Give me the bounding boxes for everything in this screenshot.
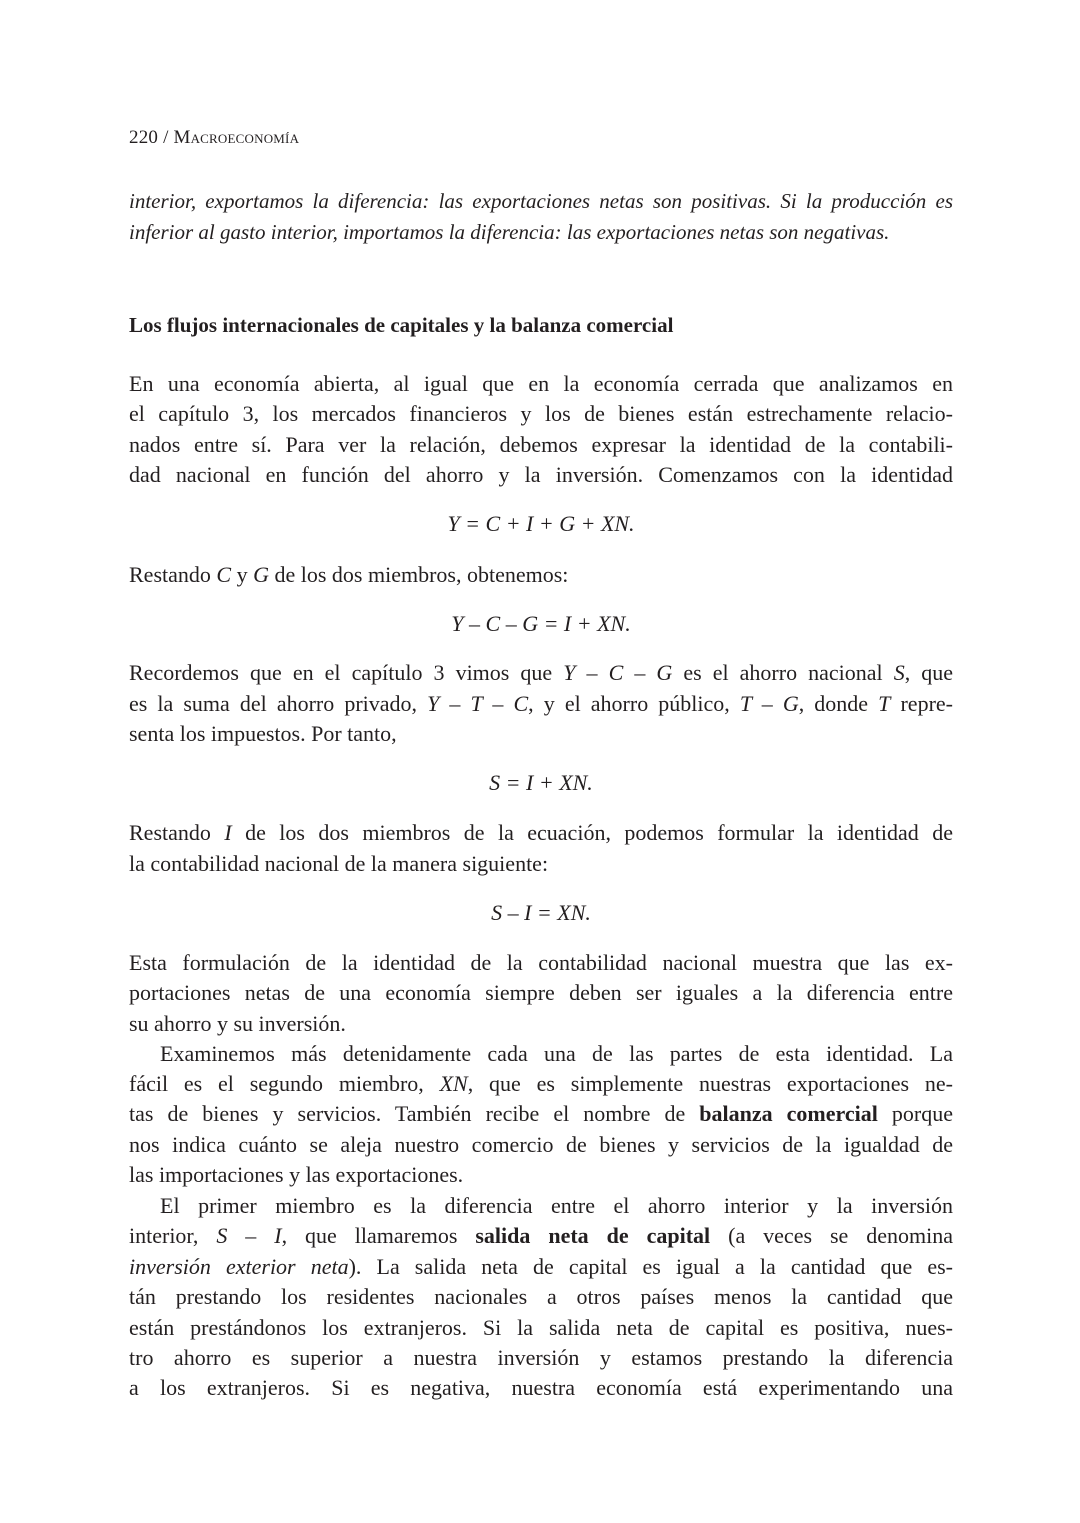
paragraph-line: portaciones netas de una economía siempre deben ser iguales a la diferencia entre: [129, 980, 953, 1005]
key-term: salida neta de capital: [475, 1223, 711, 1248]
expression: T – G: [739, 691, 799, 716]
text: , donde: [798, 691, 879, 716]
text: es el ahorro nacional: [672, 660, 894, 685]
text: y: [231, 562, 254, 587]
paragraph-line: [129, 1221, 953, 1251]
variable: S: [893, 660, 905, 685]
paragraph-line: su ahorro y su inversión.: [129, 1011, 346, 1036]
text: repre-: [890, 691, 953, 716]
paragraph-line: [129, 1099, 953, 1129]
equation-net-exports: S – I = XN.: [491, 900, 591, 925]
expression: Y – T – C: [427, 691, 529, 716]
variable: C: [216, 562, 232, 587]
expression: S – I: [216, 1223, 282, 1248]
text: , que llamaremos: [281, 1223, 476, 1248]
paragraph-line: nados entre sí. Para ver la relación, debemos expresar la identidad de la contabili-: [129, 432, 953, 457]
paragraph-line: dad nacional en función del ahorro y la inversión. Comenzamos con la identidad: [129, 462, 953, 487]
text: Restando: [129, 562, 217, 587]
key-term: balanza comercial: [699, 1101, 878, 1126]
text: (a veces se denomina: [710, 1223, 954, 1248]
text: , que es simplemente nuestras exportaciones ne-: [467, 1071, 953, 1096]
text: Recordemos que en el capítulo 3 vimos que: [129, 660, 564, 685]
text: es la suma del ahorro privado,: [129, 691, 428, 716]
equation-subtract-c-g: Y – C – G = I + XN.: [451, 611, 631, 636]
paragraph-line: [129, 818, 953, 848]
text: fácil es el segundo miembro,: [129, 1071, 440, 1096]
expression: Y – C – G: [563, 660, 673, 685]
paragraph-line: senta los impuestos. Por tanto,: [129, 721, 397, 746]
text: , y el ahorro público,: [528, 691, 740, 716]
text: interior,: [129, 1223, 217, 1248]
paragraph-line: tán prestando los residentes nacionales a otros países menos la cantidad que: [129, 1284, 953, 1309]
equation-national-income: Y = C + I + G + XN.: [447, 511, 635, 536]
paragraph-line: [129, 1252, 953, 1282]
paragraph-line: [129, 1069, 953, 1099]
intro-line: interior, exportamos la diferencia: las exportaciones netas son positivas. Si la producción es: [129, 189, 953, 213]
italic-term: inversión exterior neta: [129, 1254, 349, 1279]
paragraph-line: tro ahorro es superior a nuestra inversión y estamos prestando la diferencia: [129, 1345, 953, 1370]
intro-line: inferior al gasto interior, importamos la diferencia: las exportaciones netas son negativas.: [129, 220, 890, 244]
equation-savings: S = I + XN.: [489, 770, 593, 795]
variable: T: [878, 691, 891, 716]
text: Restando: [129, 820, 225, 845]
text: de los dos miembros, obtenemos:: [268, 562, 569, 587]
paragraph-line: [129, 560, 953, 590]
text: porque: [877, 1101, 953, 1126]
text: de los dos miembros de la ecuación, podemos formular la identidad de: [231, 820, 953, 845]
text: tas de bienes y servicios. También recibe el nombre de: [129, 1101, 700, 1126]
variable: XN: [439, 1071, 468, 1096]
running-head: [129, 127, 299, 149]
paragraph-line: En una economía abierta, al igual que en la economía cerrada que analizamos en: [129, 371, 953, 396]
paragraph-line: a los extranjeros. Si es negativa, nuestra economía está experimentando una: [129, 1375, 953, 1400]
paragraph-line: [129, 689, 953, 719]
paragraph-line: están prestándonos los extranjeros. Si la salida neta de capital es positiva, nues-: [129, 1315, 953, 1340]
variable: G: [253, 562, 269, 587]
header-separator: /: [163, 127, 169, 148]
paragraph-line: Examinemos más detenidamente cada una de las partes de esta identidad. La: [160, 1041, 953, 1066]
paragraph-line: las importaciones y las exportaciones.: [129, 1162, 464, 1187]
paragraph-line: [129, 658, 953, 688]
page-number: 220: [129, 127, 159, 148]
paragraph-line: la contabilidad nacional de la manera siguiente:: [129, 851, 549, 876]
paragraph-line: el capítulo 3, los mercados financieros y los de bienes están estrechamente relacio-: [129, 401, 953, 426]
text: ). La salida neta de capital es igual a la cantidad que es-: [348, 1254, 953, 1279]
paragraph-line: El primer miembro es la diferencia entre el ahorro interior y la inversión: [160, 1193, 953, 1218]
paragraph-line: nos indica cuánto se aleja nuestro comercio de bienes y servicios de la igualdad de: [129, 1132, 953, 1157]
variable: I: [224, 820, 232, 845]
section-heading: Los flujos internacionales de capitales y la balanza comercial: [129, 313, 674, 337]
paragraph-line: Esta formulación de la identidad de la contabilidad nacional muestra que las ex-: [129, 950, 953, 975]
book-title: Macroeconomía: [173, 127, 300, 148]
text: , que: [904, 660, 954, 685]
